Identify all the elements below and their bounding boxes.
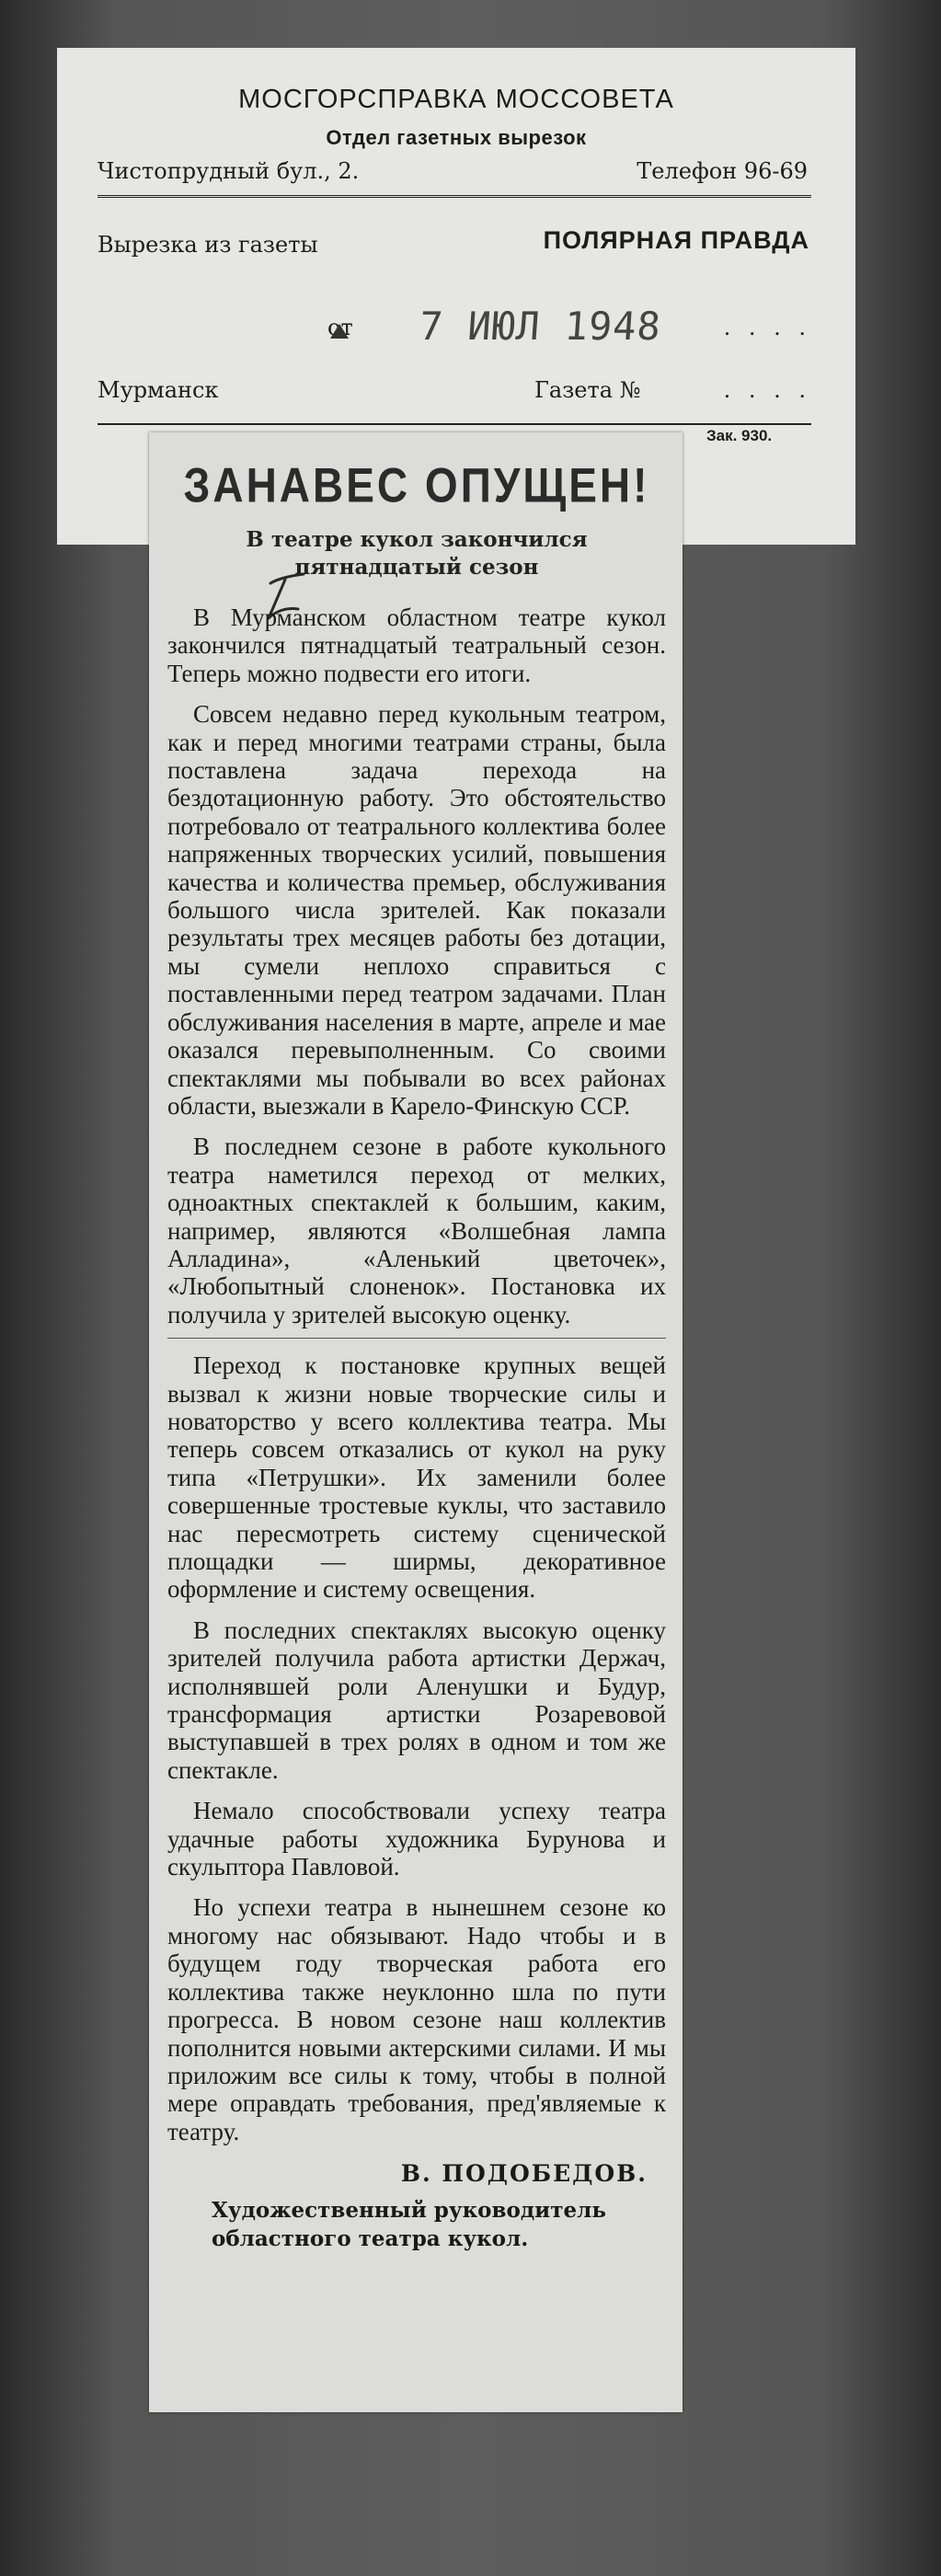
article-paragraph: Но успехи театра в нынешнем сезоне ко многому нас обязывают. Надо чтобы и в будущем году творческая работа его коллектива также неуклонно шла по пути прогресса. В новом сезоне наш коллектив пополнится новыми актерскими силами. И мы приложим все силы к тому, чтобы в полной мере оправдать требования, пред'являемые к театру. xyxy=(167,1893,666,2145)
subheading-line-1: В театре кукол закончился xyxy=(246,527,588,552)
footer-divider xyxy=(98,423,811,425)
date-label: от xyxy=(327,315,353,340)
author-position xyxy=(167,2196,666,2253)
newspaper-clipping xyxy=(149,432,683,2412)
date-stamp: 7 ИЮЛ 1948 xyxy=(418,304,663,349)
bureau-department: Отдел газетных вырезок xyxy=(326,126,587,149)
article-paragraph: В последних спектаклях высокую оценку зрителей получила работа артистки Держач, исполнявшей роли Аленушки и Будур, трансформация артистки Розаревовой выступавшей в трех ролях в одном и том же спектакле. xyxy=(167,1616,666,1784)
gazette-number-dots: . . . . xyxy=(723,377,811,403)
article-paragraph: Немало способствовали успеху театра удачные работы художника Бурунова и скульптора Павловой. xyxy=(167,1797,666,1881)
gazette-number-label: Газета № xyxy=(534,377,641,403)
article-paragraph: Совсем недавно перед кукольным театром, как и перед многими театрами страны, была поставлена задача перехода на бездотационную работу. Это обстоятельство потребовало от театрального коллектива более напряженных творческих усилий, повышения качества и количества премьер, обслуживания большого числа зрителей. Как показали результаты трех месяцев работы без дотации, мы сумели неплохо справиться с поставленными перед театром задачами. План обслуживания населения в марте, апреле и мае оказался перевыполненным. Со своими спектаклями мы побывали во всех районах области, выезжали в Карело-Финскую ССР. xyxy=(167,700,666,1120)
header-divider xyxy=(98,195,811,198)
city-name: Мурманск xyxy=(98,377,219,403)
author-position-line-1: Художественный руководитель xyxy=(212,2198,606,2224)
bureau-address: Чистопрудный бул., 2. xyxy=(98,158,360,184)
article-paragraph: В последнем сезоне в работе кукольного театра наметился переход от мелких, одноактных спектаклей к большим, каким, например, являются «Волшебная лампа Алладина», «Аленький цветочек», «Любопытный слоненок». Постановка их получила у зрителей высокую оценку. xyxy=(167,1133,666,1328)
article xyxy=(167,432,666,2253)
triangle-mark-icon xyxy=(330,324,349,339)
clipping-label: Вырезка из газеты xyxy=(98,232,318,258)
article-headline: ЗАНАВЕС ОПУЩЕН! xyxy=(183,457,650,512)
column-divider xyxy=(167,1338,666,1339)
article-subheading xyxy=(167,526,666,581)
article-body xyxy=(167,604,666,2145)
author-position-line-2: областного театра кукол. xyxy=(212,2226,529,2252)
order-number: Зак. 930. xyxy=(706,427,773,444)
article-paragraph: В Мурманском областном театре кукол закончился пятнадцатый театральный сезон. Теперь можно подвести его итоги. xyxy=(167,604,666,687)
author-signature: В. ПОДОБЕДОВ. xyxy=(400,2160,648,2188)
bureau-phone: Телефон 96-69 xyxy=(637,158,808,184)
article-paragraph: Переход к постановке крупных вещей вызвал к жизни новые творческие силы и новаторство у всего коллектива театра. Мы теперь совсем отказались от кукол на руку типа «Петрушки». Их заменили более совершенные тростевые куклы, что заставило нас пересмотреть систему сценической площадки — ширмы, декоративное оформление и систему освещения. xyxy=(167,1351,666,1604)
subheading-line-2: пятнадцатый сезон xyxy=(294,555,539,580)
date-dots: . . . . xyxy=(723,315,811,340)
newspaper-name: ПОЛЯРНАЯ ПРАВДА xyxy=(543,226,809,254)
bureau-name: МОСГОРСПРАВКА МОССОВЕТА xyxy=(238,85,674,114)
